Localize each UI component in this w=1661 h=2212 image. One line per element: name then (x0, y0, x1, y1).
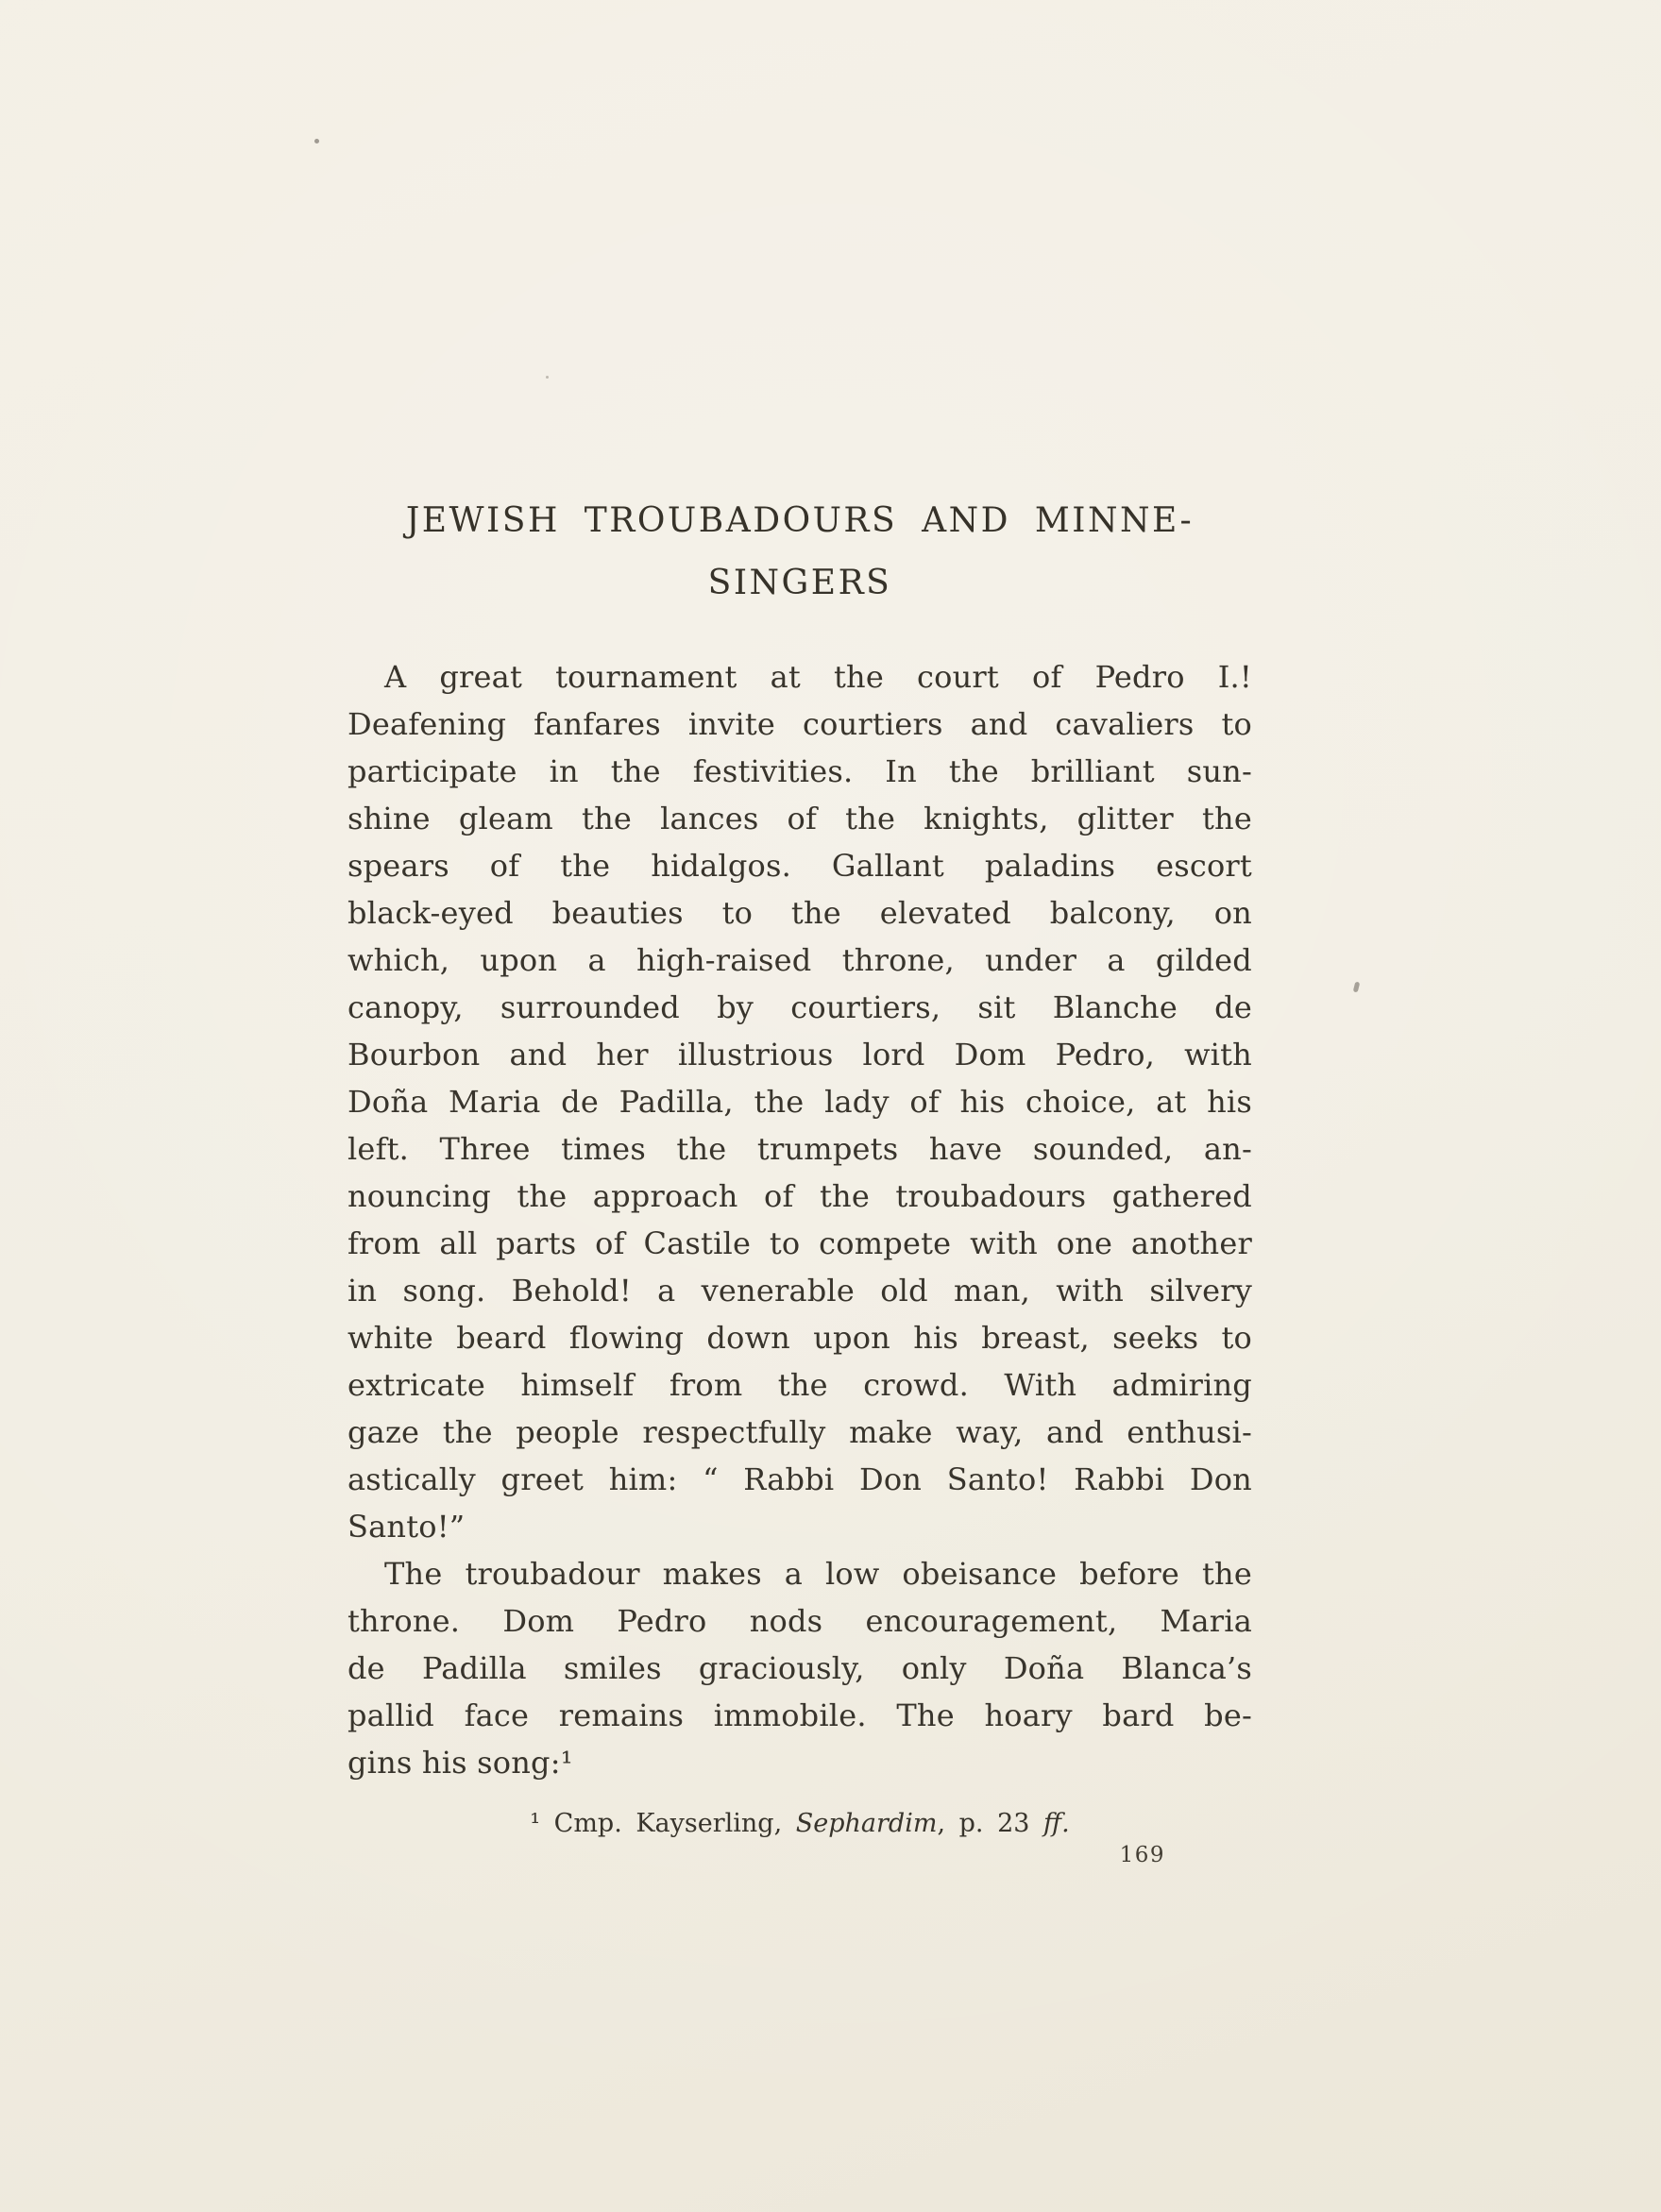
page-number: 169 (1119, 1843, 1165, 1867)
text-line: de Padilla smiles graciously, only Doña Blanca’s (347, 1650, 1252, 1686)
text-line: nouncing the approach of the troubadours gathered (347, 1178, 1252, 1214)
chapter-title-line-1: JEWISH TROUBADOURS AND MINNE- (405, 501, 1195, 540)
text-block (347, 490, 1252, 1867)
chapter-title-line-2: SINGERS (707, 564, 892, 602)
scan-artifact (1353, 982, 1361, 993)
footnote-segment: Sephardim (795, 1809, 938, 1838)
scan-artifact (546, 376, 549, 379)
text-line: participate in the festivities. In the brilliant sun- (347, 753, 1252, 789)
text-line: gaze the people respectfully make way, and enthusi- (347, 1414, 1252, 1450)
text-line: in song. Behold! a venerable old man, with silvery (347, 1273, 1252, 1309)
body-paragraphs (347, 653, 1252, 1786)
text-line: left. Three times the trumpets have sounded, an- (347, 1131, 1252, 1167)
text-line: which, upon a high-raised throne, under a gilded (347, 942, 1252, 978)
footnote-segment: , p. 23 (937, 1809, 1044, 1838)
text-line: A great tournament at the court of Pedro I.! (384, 659, 1252, 695)
text-line: white beard flowing down upon his breast, seeks to (347, 1320, 1252, 1356)
text-line: Deafening fanfares invite courtiers and cavaliers to (347, 706, 1252, 742)
text-line: spears of the hidalgos. Gallant paladins escort (347, 848, 1252, 884)
text-line: throne. Dom Pedro nods encouragement, Maria (347, 1603, 1252, 1639)
text-line: Santo!” (347, 1509, 466, 1545)
chapter-title (347, 490, 1252, 615)
text-line: The troubadour makes a low obeisance before the (384, 1556, 1252, 1592)
text-line: shine gleam the lances of the knights, glitter the (347, 801, 1252, 836)
text-line: astically greet him: “ Rabbi Don Santo! Rabbi Don (347, 1461, 1252, 1497)
footnote-segment: ¹ Cmp. Kayserling, (530, 1809, 796, 1838)
scan-artifact (314, 139, 319, 144)
text-line: extricate himself from the crowd. With admiring (347, 1367, 1252, 1403)
footnote-text (530, 1809, 1069, 1838)
text-line: Doña Maria de Padilla, the lady of his choice, at his (347, 1084, 1252, 1120)
footnote-segment: ff. (1043, 1809, 1070, 1838)
text-line: black-eyed beauties to the elevated balcony, on (347, 895, 1252, 931)
text-line: pallid face remains immobile. The hoary bard be- (347, 1697, 1252, 1733)
text-line: from all parts of Castile to compete with one another (347, 1225, 1252, 1261)
footnote (347, 1807, 1252, 1841)
text-line: Bourbon and her illustrious lord Dom Pedro, with (347, 1037, 1252, 1072)
text-line: canopy, surrounded by courtiers, sit Blanche de (347, 989, 1252, 1025)
text-line: gins his song:¹ (347, 1745, 573, 1781)
